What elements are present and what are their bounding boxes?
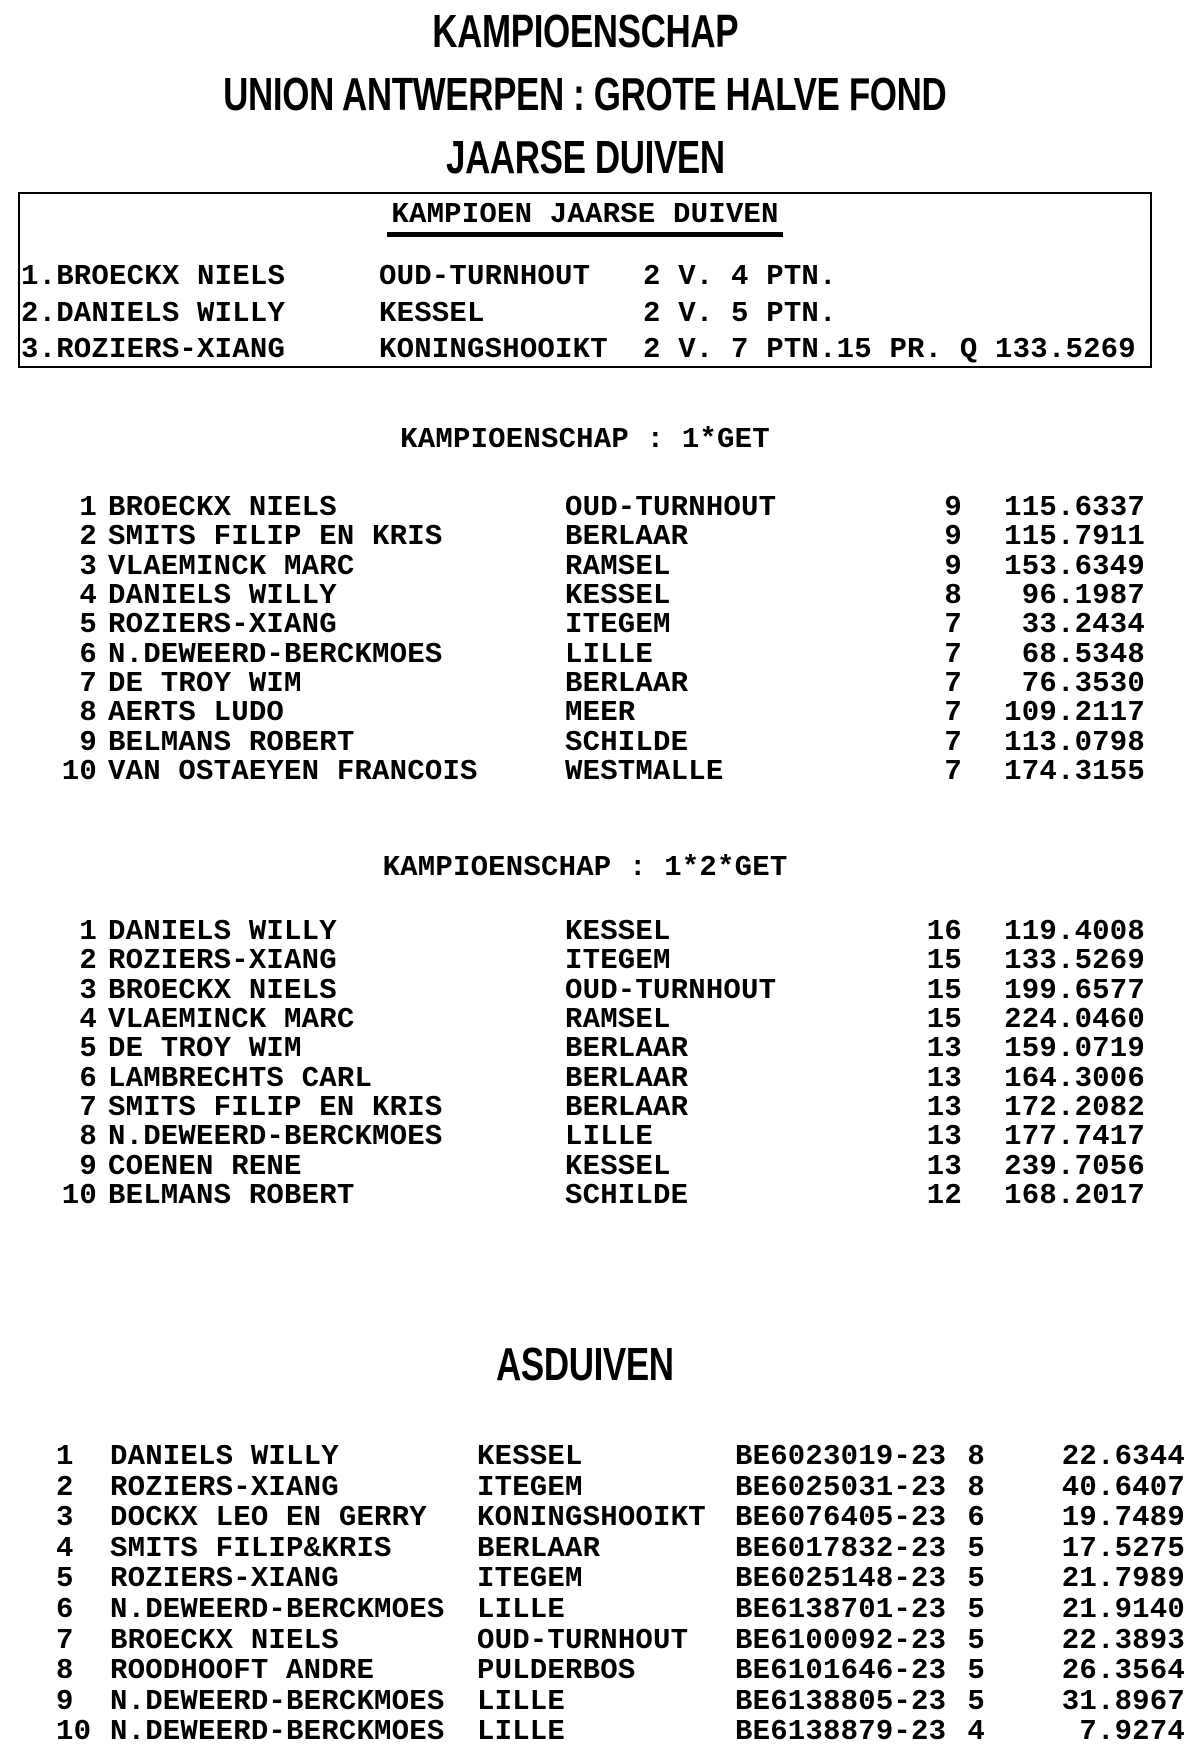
city-cell: OUD-TURNHOUT xyxy=(565,491,777,524)
asduiven-heading-text: ASDUIVEN xyxy=(496,1338,674,1390)
ring-number-cell: BE6138879-23 xyxy=(735,1715,947,1746)
ring-number-cell: BE6017832-23 xyxy=(735,1531,947,1565)
name-cell: VLAEMINCK MARC xyxy=(108,1003,355,1037)
rank-cell: 4 xyxy=(56,1531,74,1565)
count-cell: 9 xyxy=(944,549,962,583)
table-row xyxy=(0,520,1200,554)
count-cell: 15 xyxy=(926,1003,962,1037)
count-cell: 8 xyxy=(944,579,962,613)
table-row xyxy=(0,1091,1200,1125)
name-cell: DE TROY WIM xyxy=(108,1032,302,1066)
rank-cell: 2 xyxy=(79,520,97,554)
score-cell: 26.3564 xyxy=(1061,1654,1185,1688)
city-cell: OUD-TURNHOUT xyxy=(565,973,777,1007)
count-cell: 8 xyxy=(967,1440,985,1473)
champion-city: OUD-TURNHOUT xyxy=(379,260,591,293)
name-cell: VLAEMINCK MARC xyxy=(108,549,355,583)
table-row xyxy=(0,755,1200,789)
rank-cell: 1 xyxy=(56,1440,74,1473)
city-cell: BERLAAR xyxy=(565,1061,689,1095)
score-cell: 19.7489 xyxy=(1061,1501,1185,1535)
champion-box xyxy=(18,192,1152,368)
count-cell: 7 xyxy=(944,755,962,789)
table-row xyxy=(0,1717,1200,1746)
name-cell: DANIELS WILLY xyxy=(108,915,337,948)
header-line-3 xyxy=(18,132,1152,182)
score-cell: 239.7056 xyxy=(1004,1149,1145,1183)
score-cell: 31.8967 xyxy=(1061,1684,1185,1718)
rank-cell: 7 xyxy=(56,1623,74,1657)
table-row xyxy=(0,1623,1200,1657)
champion-row xyxy=(20,296,1150,333)
count-cell: 7 xyxy=(944,667,962,701)
city-cell: SCHILDE xyxy=(565,1179,689,1213)
championship-1get-heading: KAMPIOENSCHAP : 1*GET xyxy=(400,423,770,456)
rank-cell: 7 xyxy=(79,1091,97,1125)
table-row xyxy=(0,1179,1200,1213)
champion-box-rows xyxy=(20,259,1150,369)
city-cell: LILLE xyxy=(477,1592,566,1626)
score-cell: 21.7989 xyxy=(1061,1562,1185,1596)
name-cell: COENEN RENE xyxy=(108,1149,302,1183)
city-cell: KESSEL xyxy=(565,1149,671,1183)
city-cell: LILLE xyxy=(477,1684,566,1718)
rank-cell: 4 xyxy=(79,579,97,613)
name-cell: LAMBRECHTS CARL xyxy=(108,1061,373,1095)
champion-city: KESSEL xyxy=(379,296,485,330)
score-cell: 113.0798 xyxy=(1004,725,1145,759)
city-cell: BERLAAR xyxy=(565,1032,689,1066)
count-cell: 15 xyxy=(926,944,962,978)
header-line-3-text: JAARSE DUIVEN xyxy=(445,131,725,183)
city-cell: ITEGEM xyxy=(477,1562,583,1596)
name-cell: VAN OSTAEYEN FRANCOIS xyxy=(108,755,478,789)
city-cell: BERLAAR xyxy=(565,520,689,554)
score-cell: 115.6337 xyxy=(1004,491,1145,524)
ring-number-cell: BE6025031-23 xyxy=(735,1470,947,1504)
score-cell: 22.6344 xyxy=(1061,1440,1185,1473)
name-cell: ROZIERS-XIANG xyxy=(110,1470,339,1504)
header-line-1-text: KAMPIOENSCHAP xyxy=(432,5,738,57)
count-cell: 5 xyxy=(967,1562,985,1596)
score-cell: 133.5269 xyxy=(1004,944,1145,978)
table-row xyxy=(0,1003,1200,1037)
city-cell: MEER xyxy=(565,696,636,730)
score-cell: 33.2434 xyxy=(1021,608,1145,642)
rank-cell: 1 xyxy=(79,491,97,524)
city-cell: PULDERBOS xyxy=(477,1654,636,1688)
name-cell: AERTS LUDO xyxy=(108,696,285,730)
count-cell: 13 xyxy=(926,1061,962,1095)
championship-12get-table xyxy=(0,915,1200,1213)
name-cell: ROZIERS-XIANG xyxy=(108,608,337,642)
count-cell: 12 xyxy=(926,1179,962,1213)
rank-cell: 8 xyxy=(79,696,97,730)
score-cell: 76.3530 xyxy=(1021,667,1145,701)
score-cell: 119.4008 xyxy=(1004,915,1145,948)
rank-cell: 5 xyxy=(56,1562,74,1596)
champion-row xyxy=(20,259,1150,296)
count-cell: 8 xyxy=(967,1470,985,1504)
city-cell: KESSEL xyxy=(477,1440,583,1473)
city-cell: BERLAAR xyxy=(477,1531,601,1565)
rank-cell: 9 xyxy=(79,725,97,759)
header-line-2-text: UNION ANTWERPEN : GROTE HALVE FOND xyxy=(223,68,947,120)
table-row xyxy=(0,608,1200,642)
count-cell: 5 xyxy=(967,1623,985,1657)
score-cell: 168.2017 xyxy=(1004,1179,1145,1213)
score-cell: 172.2082 xyxy=(1004,1091,1145,1125)
champion-result: 2 V. 4 PTN. xyxy=(643,260,837,293)
city-cell: ITEGEM xyxy=(477,1470,583,1504)
name-cell: BROECKX NIELS xyxy=(110,1623,339,1657)
header-line-1 xyxy=(18,6,1152,56)
count-cell: 4 xyxy=(967,1715,985,1746)
name-cell: BELMANS ROBERT xyxy=(108,725,355,759)
rank-cell: 10 xyxy=(61,1179,97,1213)
table-row xyxy=(0,1503,1200,1534)
city-cell: BERLAAR xyxy=(565,1091,689,1125)
score-cell: 21.9140 xyxy=(1061,1592,1185,1626)
table-row xyxy=(0,1120,1200,1154)
city-cell: BERLAAR xyxy=(565,667,689,701)
name-cell: DANIELS WILLY xyxy=(108,579,337,613)
score-cell: 199.6577 xyxy=(1004,973,1145,1007)
rank-cell: 2 xyxy=(79,944,97,978)
score-cell: 17.5275 xyxy=(1061,1531,1185,1565)
rank-cell: 10 xyxy=(56,1715,92,1746)
name-cell: N.DEWEERD-BERCKMOES xyxy=(108,1120,443,1154)
city-cell: WESTMALLE xyxy=(565,755,724,789)
name-cell: N.DEWEERD-BERCKMOES xyxy=(110,1592,445,1626)
table-row xyxy=(0,725,1200,759)
count-cell: 5 xyxy=(967,1531,985,1565)
rank-cell: 9 xyxy=(79,1149,97,1183)
champion-name: 1.BROECKX NIELS xyxy=(21,260,286,293)
table-row xyxy=(0,973,1200,1007)
table-row xyxy=(0,667,1200,701)
name-cell: DANIELS WILLY xyxy=(110,1440,339,1473)
count-cell: 13 xyxy=(926,1032,962,1066)
rank-cell: 2 xyxy=(56,1470,74,1504)
score-cell: 159.0719 xyxy=(1004,1032,1145,1066)
score-cell: 115.7911 xyxy=(1004,520,1145,554)
name-cell: SMITS FILIP EN KRIS xyxy=(108,1091,443,1125)
table-row xyxy=(0,1470,1200,1504)
asduiven-table xyxy=(0,1442,1200,1746)
count-cell: 15 xyxy=(926,973,962,1007)
count-cell: 9 xyxy=(944,491,962,524)
score-cell: 40.6407 xyxy=(1061,1470,1185,1504)
champion-result: 2 V. 7 PTN.15 PR. Q 133.5269 xyxy=(643,333,1136,366)
count-cell: 5 xyxy=(967,1684,985,1718)
count-cell: 13 xyxy=(926,1091,962,1125)
city-cell: OUD-TURNHOUT xyxy=(477,1623,689,1657)
score-cell: 68.5348 xyxy=(1021,637,1145,671)
city-cell: LILLE xyxy=(565,1120,654,1154)
count-cell: 5 xyxy=(967,1654,985,1688)
score-cell: 177.7417 xyxy=(1004,1120,1145,1154)
table-row xyxy=(0,1564,1200,1595)
rank-cell: 9 xyxy=(56,1684,74,1718)
rank-cell: 7 xyxy=(79,667,97,701)
count-cell: 7 xyxy=(944,637,962,671)
count-cell: 13 xyxy=(926,1120,962,1154)
table-row xyxy=(0,917,1200,946)
ring-number-cell: BE6100092-23 xyxy=(735,1623,947,1657)
table-row xyxy=(0,1684,1200,1718)
table-row xyxy=(0,493,1200,522)
name-cell: ROODHOOFT ANDRE xyxy=(110,1654,375,1688)
name-cell: BROECKX NIELS xyxy=(108,491,337,524)
rank-cell: 3 xyxy=(79,973,97,1007)
table-row xyxy=(0,549,1200,583)
rank-cell: 8 xyxy=(56,1654,74,1688)
score-cell: 109.2117 xyxy=(1004,696,1145,730)
rank-cell: 6 xyxy=(79,637,97,671)
table-row xyxy=(0,1149,1200,1183)
city-cell: KESSEL xyxy=(565,915,671,948)
city-cell: LILLE xyxy=(477,1715,566,1746)
table-row xyxy=(0,1032,1200,1066)
ring-number-cell: BE6023019-23 xyxy=(735,1440,947,1473)
city-cell: ITEGEM xyxy=(565,944,671,978)
name-cell: SMITS FILIP EN KRIS xyxy=(108,520,443,554)
table-row xyxy=(0,1442,1200,1473)
ring-number-cell: BE6101646-23 xyxy=(735,1654,947,1688)
rank-cell: 4 xyxy=(79,1003,97,1037)
table-row xyxy=(0,1061,1200,1095)
name-cell: BELMANS ROBERT xyxy=(108,1179,355,1213)
table-row xyxy=(0,637,1200,671)
champion-name: 2.DANIELS WILLY xyxy=(21,296,286,330)
city-cell: ITEGEM xyxy=(565,608,671,642)
asduiven-heading xyxy=(18,1339,1152,1389)
champion-box-title-wrap xyxy=(20,200,1150,237)
name-cell: ROZIERS-XIANG xyxy=(108,944,337,978)
champion-name: 3.ROZIERS-XIANG xyxy=(21,333,286,366)
city-cell: RAMSEL xyxy=(565,1003,671,1037)
count-cell: 9 xyxy=(944,520,962,554)
rank-cell: 6 xyxy=(79,1061,97,1095)
rank-cell: 3 xyxy=(79,549,97,583)
city-cell: KESSEL xyxy=(565,579,671,613)
table-row xyxy=(0,696,1200,730)
count-cell: 7 xyxy=(944,608,962,642)
score-cell: 164.3006 xyxy=(1004,1061,1145,1095)
rank-cell: 6 xyxy=(56,1592,74,1626)
score-cell: 22.3893 xyxy=(1061,1623,1185,1657)
champion-box-title: KAMPIOEN JAARSE DUIVEN xyxy=(387,200,782,237)
name-cell: DOCKX LEO EN GERRY xyxy=(110,1501,427,1535)
name-cell: N.DEWEERD-BERCKMOES xyxy=(110,1684,445,1718)
ring-number-cell: BE6025148-23 xyxy=(735,1562,947,1596)
count-cell: 16 xyxy=(926,915,962,948)
champion-city: KONINGSHOOIKT xyxy=(379,333,608,366)
count-cell: 7 xyxy=(944,725,962,759)
count-cell: 5 xyxy=(967,1592,985,1626)
header-line-2 xyxy=(18,69,1152,119)
count-cell: 7 xyxy=(944,696,962,730)
city-cell: KONINGSHOOIKT xyxy=(477,1501,706,1535)
score-cell: 174.3155 xyxy=(1004,755,1145,789)
ring-number-cell: BE6138805-23 xyxy=(735,1684,947,1718)
table-row xyxy=(0,579,1200,613)
champion-result: 2 V. 5 PTN. xyxy=(643,296,837,330)
rank-cell: 1 xyxy=(79,915,97,948)
rank-cell: 5 xyxy=(79,608,97,642)
table-row xyxy=(0,1531,1200,1565)
city-cell: RAMSEL xyxy=(565,549,671,583)
champion-row xyxy=(20,332,1150,369)
championship-12get-heading: KAMPIOENSCHAP : 1*2*GET xyxy=(382,851,788,884)
table-row xyxy=(0,1656,1200,1687)
count-cell: 13 xyxy=(926,1149,962,1183)
rank-cell: 10 xyxy=(61,755,97,789)
table-row xyxy=(0,1592,1200,1626)
rank-cell: 5 xyxy=(79,1032,97,1066)
city-cell: LILLE xyxy=(565,637,654,671)
count-cell: 6 xyxy=(967,1501,985,1535)
table-row xyxy=(0,944,1200,978)
score-cell: 153.6349 xyxy=(1004,549,1145,583)
championship-1get-table xyxy=(0,491,1200,789)
name-cell: DE TROY WIM xyxy=(108,667,302,701)
score-cell: 224.0460 xyxy=(1004,1003,1145,1037)
rank-cell: 3 xyxy=(56,1501,74,1535)
name-cell: N.DEWEERD-BERCKMOES xyxy=(108,637,443,671)
ring-number-cell: BE6076405-23 xyxy=(735,1501,947,1535)
score-cell: 96.1987 xyxy=(1021,579,1145,613)
score-cell: 7.9274 xyxy=(1079,1715,1185,1746)
name-cell: BROECKX NIELS xyxy=(108,973,337,1007)
name-cell: ROZIERS-XIANG xyxy=(110,1562,339,1596)
rank-cell: 8 xyxy=(79,1120,97,1154)
name-cell: SMITS FILIP&KRIS xyxy=(110,1531,392,1565)
name-cell: N.DEWEERD-BERCKMOES xyxy=(110,1715,445,1746)
city-cell: SCHILDE xyxy=(565,725,689,759)
ring-number-cell: BE6138701-23 xyxy=(735,1592,947,1626)
